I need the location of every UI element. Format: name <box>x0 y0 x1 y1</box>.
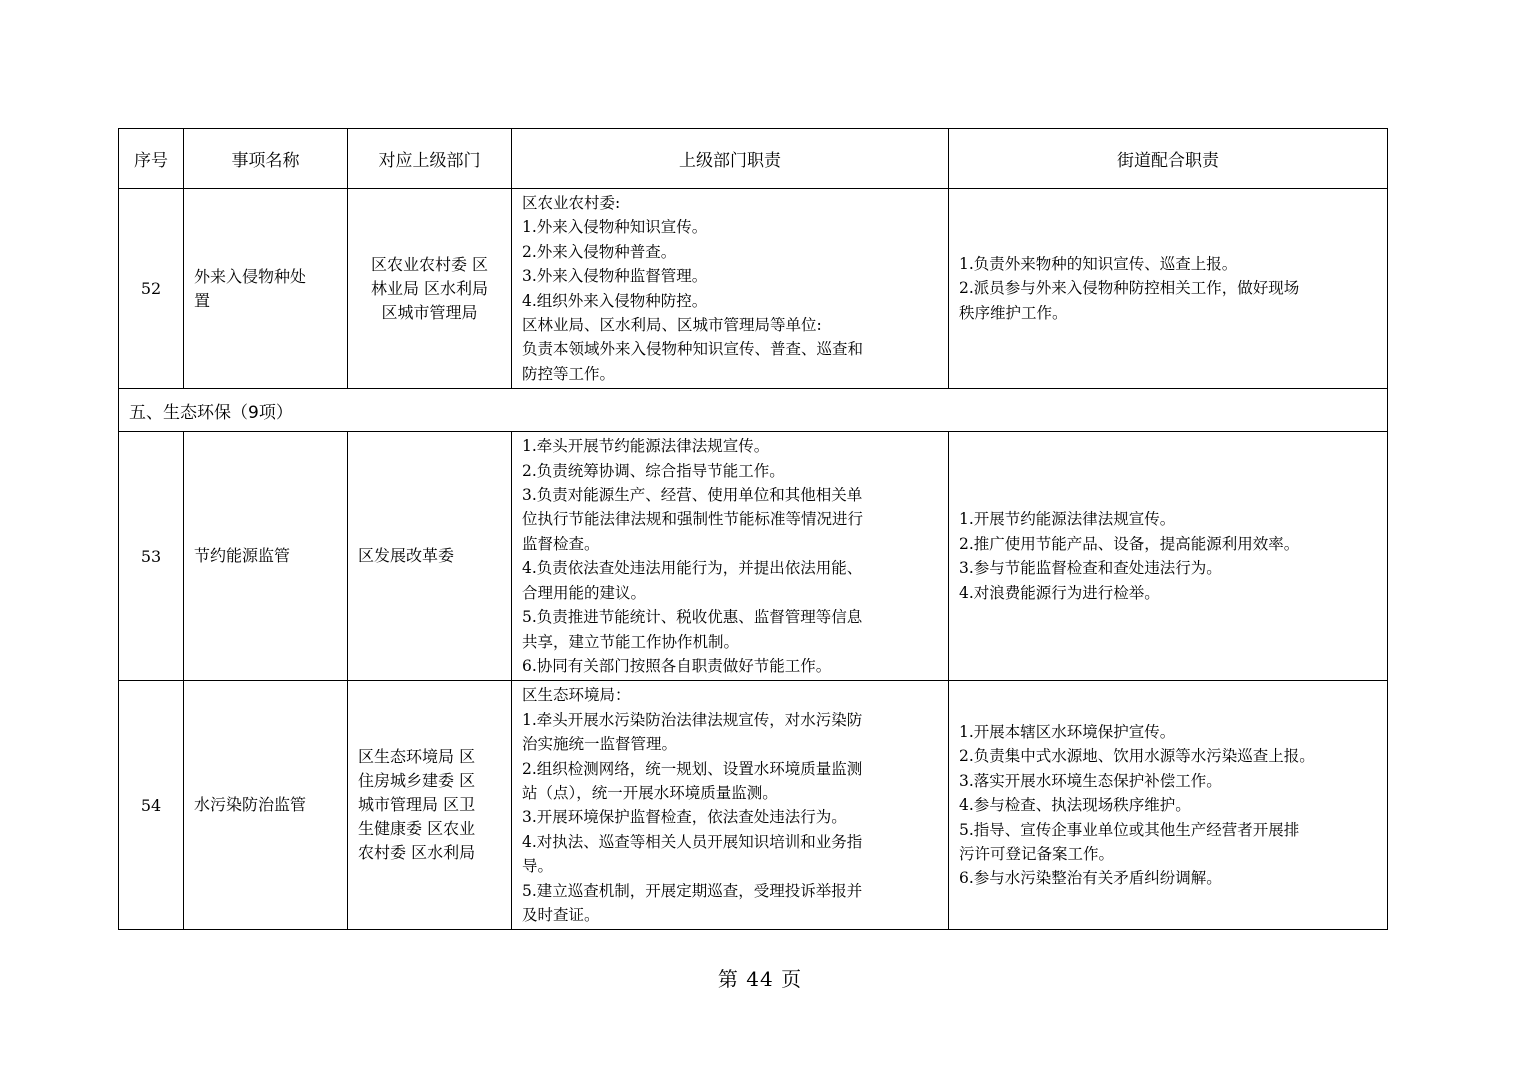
duty-line: 1.牵头开展节约能源法律法规宣传。 <box>522 437 770 456</box>
row-upper-dept <box>348 189 512 389</box>
row-upper-duty <box>512 681 949 930</box>
duty-line: 监督检查。 <box>522 534 600 553</box>
duty-line: 3.开展环境保护监督检查，依法查处违法行为。 <box>522 808 847 827</box>
street-line: 3.参与节能监督检查和查处违法行为。 <box>959 559 1222 578</box>
row-item-name <box>184 681 348 930</box>
header-item-name: 事项名称 <box>184 129 348 189</box>
duty-line: 5.建立巡查机制，开展定期巡查，受理投诉举报并 <box>522 881 863 900</box>
dept-line: 城市管理局 区卫 <box>358 795 476 815</box>
row-item-name <box>184 189 348 389</box>
street-line: 2.派员参与外来入侵物种防控相关工作，做好现场 <box>959 279 1300 298</box>
dept-line: 农村委 区水利局 <box>358 843 476 863</box>
duty-line: 合理用能的建议。 <box>522 583 647 602</box>
duty-line: 4.对执法、巡查等相关人员开展知识培训和业务指 <box>522 832 863 851</box>
row-street-duty <box>949 432 1388 681</box>
row-number: 53 <box>119 432 184 681</box>
duty-line: 1.牵头开展水污染防治法律法规宣传，对水污染防 <box>522 710 863 729</box>
table-row <box>119 681 1388 930</box>
duty-line: 及时查证。 <box>522 905 600 924</box>
dept-line: 区发展改革委 <box>358 546 455 566</box>
duty-line: 2.组织检测网络，统一规划、设置水环境质量监测 <box>522 759 863 778</box>
street-line: 6.参与水污染整治有关矛盾纠纷调解。 <box>959 869 1222 888</box>
row-upper-duty <box>512 189 949 389</box>
duty-line: 区林业局、区水利局、区城市管理局等单位: <box>522 316 822 335</box>
page-number: 第 44 页 <box>717 967 803 991</box>
item-name-line: 置 <box>194 290 211 310</box>
row-upper-duty <box>512 432 949 681</box>
duty-line: 2.负责统筹协调、综合指导节能工作。 <box>522 461 785 480</box>
duty-table <box>118 128 1388 930</box>
duty-line: 4.组织外来入侵物种防控。 <box>522 291 708 310</box>
header-street-duty: 街道配合职责 <box>949 129 1388 189</box>
row-item-name <box>184 432 348 681</box>
street-line: 污许可登记备案工作。 <box>959 844 1115 863</box>
section-title: 五、生态环保（9项） <box>119 389 1388 432</box>
duty-line: 区生态环境局： <box>522 686 631 705</box>
row-upper-dept <box>348 681 512 930</box>
header-upper-dept: 对应上级部门 <box>348 129 512 189</box>
duty-line: 4.负责依法查处违法用能行为，并提出依法用能、 <box>522 559 863 578</box>
table-row <box>119 189 1388 389</box>
duty-line: 位执行节能法律法规和强制性节能标准等情况进行 <box>522 510 864 529</box>
header-upper-duty: 上级部门职责 <box>512 129 949 189</box>
street-line: 4.参与检查、执法现场秩序维护。 <box>959 796 1191 815</box>
street-line: 2.负责集中式水源地、饮用水源等水污染巡查上报。 <box>959 747 1315 766</box>
row-street-duty <box>949 681 1388 930</box>
row-number: 54 <box>119 681 184 930</box>
duty-line: 3.负责对能源生产、经营、使用单位和其他相关单 <box>522 486 863 505</box>
duty-line: 负责本领域外来入侵物种知识宣传、普查、巡查和 <box>522 340 864 359</box>
duty-line: 6.协同有关部门按照各自职责做好节能工作。 <box>522 656 832 675</box>
item-name-line: 节约能源监管 <box>194 546 291 566</box>
item-name-line: 水污染防治监管 <box>194 795 307 815</box>
dept-line: 住房城乡建委 区 <box>358 771 476 791</box>
street-line: 1.开展节约能源法律法规宣传。 <box>959 510 1176 529</box>
dept-line: 区生态环境局 区 <box>358 747 476 767</box>
duty-line: 区农业农村委: <box>522 194 621 212</box>
duty-line: 站（点），统一开展水环境质量监测。 <box>522 783 778 802</box>
row-number: 52 <box>119 189 184 389</box>
street-line: 1.开展本辖区水环境保护宣传。 <box>959 722 1176 741</box>
row-street-duty <box>949 189 1388 389</box>
duty-line: 1.外来入侵物种知识宣传。 <box>522 218 708 237</box>
item-name-line: 外来入侵物种处 <box>194 266 307 286</box>
section-row <box>119 389 1388 432</box>
duty-line: 3.外来入侵物种监督管理。 <box>522 267 708 286</box>
duty-line: 共享，建立节能工作协作机制。 <box>522 632 740 651</box>
street-line: 1.负责外来物种的知识宣传、巡查上报。 <box>959 255 1238 274</box>
street-line: 3.落实开展水环境生态保护补偿工作。 <box>959 771 1222 790</box>
duty-line: 治实施统一监督管理。 <box>522 735 678 754</box>
duty-line: 导。 <box>522 857 554 876</box>
street-line: 5.指导、宣传企事业单位或其他生产经营者开展排 <box>959 820 1300 839</box>
dept-line: 生健康委 区农业 <box>358 819 476 839</box>
header-number: 序号 <box>119 129 184 189</box>
dept-line: 林业局 区水利局 <box>370 278 489 298</box>
table-row <box>119 432 1388 681</box>
dept-line: 区农业农村委 区 <box>370 254 489 274</box>
dept-line: 区城市管理局 <box>381 302 478 322</box>
street-line: 2.推广使用节能产品、设备，提高能源利用效率。 <box>959 534 1300 553</box>
table-header-row <box>119 129 1388 189</box>
street-line: 秩序维护工作。 <box>959 303 1068 322</box>
duty-line: 2.外来入侵物种普查。 <box>522 242 677 261</box>
street-line: 4.对浪费能源行为进行检举。 <box>959 583 1160 602</box>
row-upper-dept <box>348 432 512 681</box>
duty-line: 5.负责推进节能统计、税收优惠、监督管理等信息 <box>522 608 863 627</box>
duty-line: 防控等工作。 <box>522 364 616 383</box>
